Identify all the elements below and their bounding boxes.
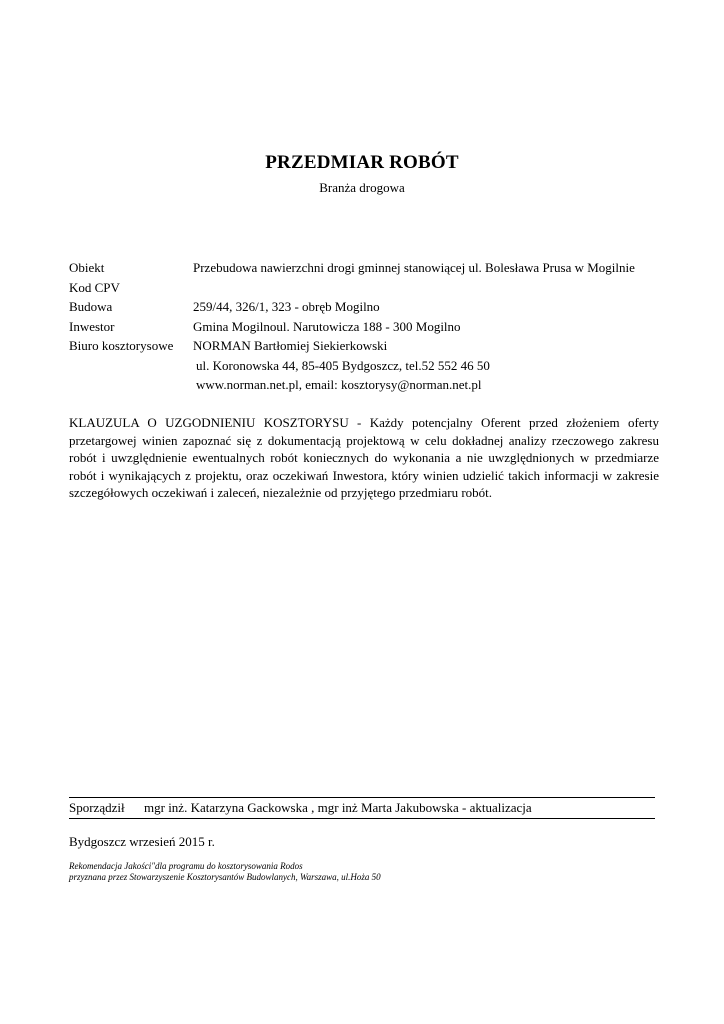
prepared-value: mgr inż. Katarzyna Gackowska , mgr inż Marta Jakubowska - aktualizacja	[144, 800, 532, 815]
divider-bottom	[69, 818, 655, 819]
kod-cpv-value	[193, 278, 669, 298]
divider-top	[69, 797, 655, 798]
cost-estimate-clause: KLAUZULA O UZGODNIENIU KOSZTORYSU - Każdy potencjalny Oferent przed złożeniem oferty przetargowej winien zapoznać się z dokumentacją projektową w celu dokładnej analizy rzeczowego zakresu robót i uwzględnienie ewentualnych robót koniecznych do wykonania a nie uwzględnionych w przedmiarze robót i wynikających z projektu, oraz oczekiwań Inwestora, który winien udzielić takich informacji w zakresie szczegółowych oczekiwań i zaleceń, niezależnie od przyjętego przedmiaru robót.	[69, 415, 659, 500]
document-title: PRZEDMIAR ROBÓT	[265, 152, 459, 173]
footnote	[69, 861, 381, 883]
project-info	[69, 258, 669, 395]
info-row-budowa	[69, 297, 669, 317]
inwestor-value: Gmina Mogilnoul. Narutowicza 188 - 300 Mogilno	[193, 318, 461, 334]
biuro-value	[193, 336, 669, 395]
inwestor-label: Inwestor	[69, 318, 115, 334]
info-row-kod-cpv	[69, 278, 669, 298]
city-date: Bydgoszcz wrzesień 2015 r.	[69, 834, 215, 849]
footnote-line-2: przyznana przez Stowarzyszenie Kosztorysantów Budowlanych, Warszawa, ul.Hoża 50	[69, 872, 381, 882]
info-row-obiekt	[69, 258, 669, 278]
document-subtitle: Branża drogowa	[319, 180, 405, 195]
info-row-inwestor	[69, 317, 669, 337]
prepared-label: Sporządził	[69, 800, 125, 815]
info-row-biuro	[69, 336, 669, 395]
obiekt-label: Obiekt	[69, 260, 105, 275]
biuro-label: Biuro kosztorysowe	[69, 338, 174, 353]
biuro-name: NORMAN Bartłomiej Siekierkowski	[193, 338, 388, 353]
kod-cpv-label: Kod CPV	[69, 279, 120, 295]
budowa-value: 259/44, 326/1, 323 - obręb Mogilno	[193, 299, 380, 314]
budowa-label: Budowa	[69, 299, 113, 314]
biuro-address: ul. Koronowska 44, 85-405 Bydgoszcz, tel.52 552 46 50	[196, 357, 490, 373]
biuro-contact: www.norman.net.pl, email: kosztorysy@norman.net.pl	[196, 377, 482, 392]
footnote-line-1: Rekomendacja Jakości"dla programu do kosztorysowania Rodos	[69, 861, 303, 871]
prepared-by	[69, 799, 532, 816]
obiekt-value: Przebudowa nawierzchni drogi gminnej stanowiącej ul. Bolesława Prusa w Mogilnie	[193, 260, 635, 275]
